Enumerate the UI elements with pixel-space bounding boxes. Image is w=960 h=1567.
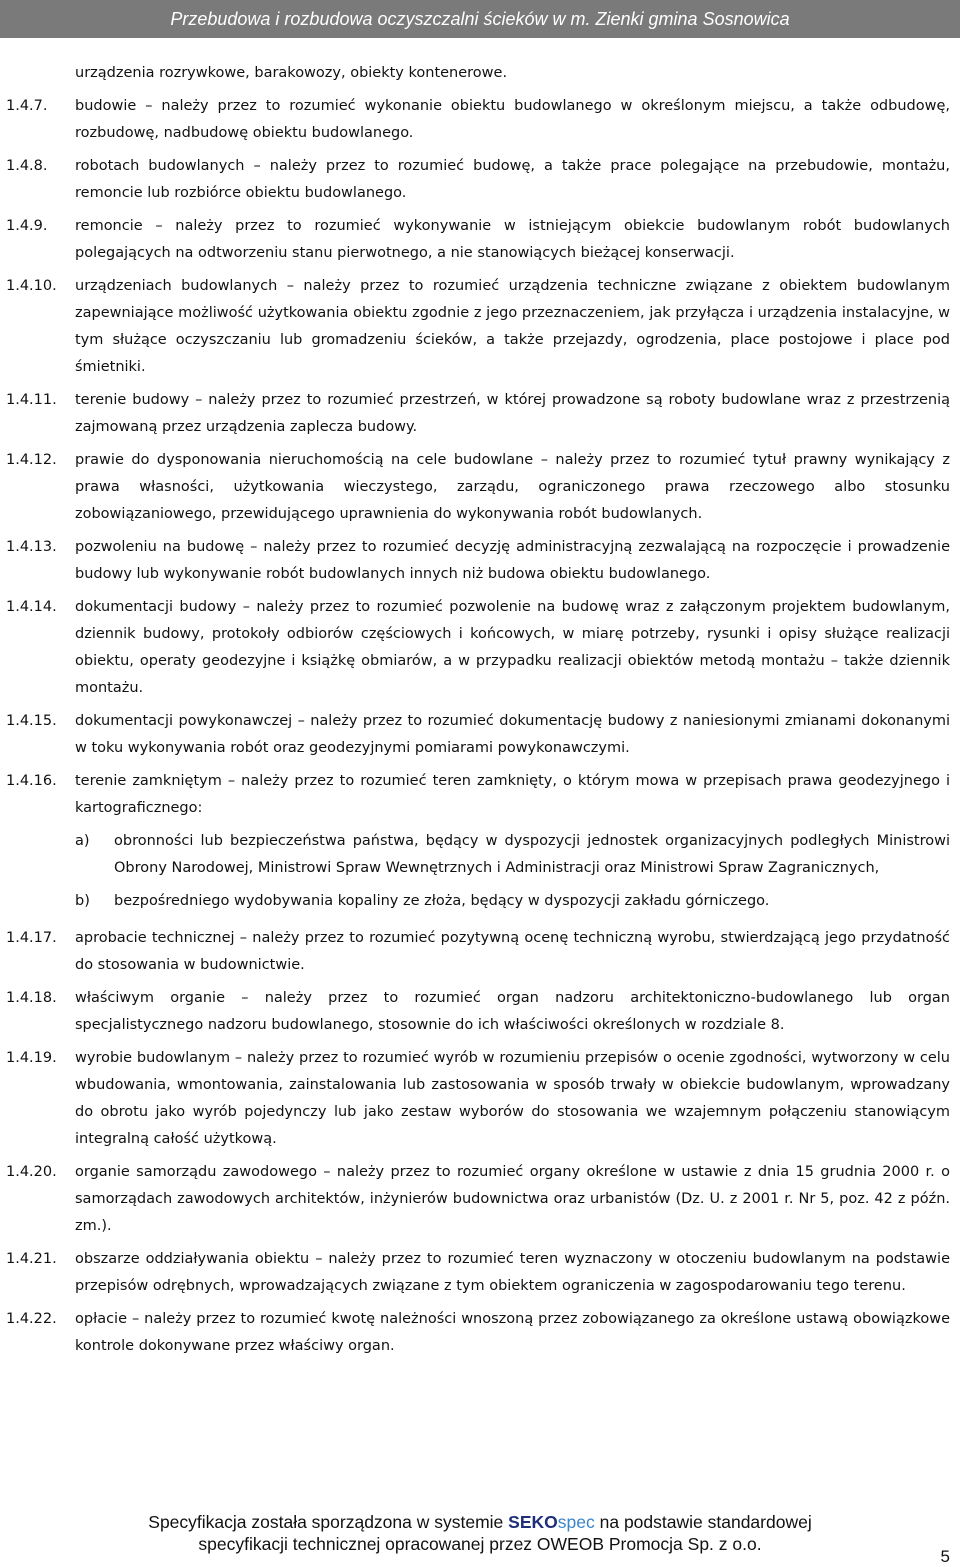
definition-body	[75, 153, 950, 207]
definition-item	[6, 534, 950, 588]
definition-number: 1.4.8.	[6, 158, 48, 174]
definition-text: dokumentacji budowy – należy przez to rozumieć pozwolenie na budowę wraz z załączonym projektem budowlanym, dziennik budowy, protokoły odbiorów częściowych i końcowych, w miarę potrzeby, rysunki i opisy służące realizacji obiektu, operaty geodezyjne i książkę obmiarów, a w przypadku realizacji obiektów metodą montażu – także dziennik montażu.	[75, 599, 950, 696]
definition-item	[6, 1045, 950, 1153]
definition-item	[6, 594, 950, 702]
definition-body	[75, 213, 950, 267]
definition-number: 1.4.17.	[6, 930, 57, 946]
definition-number: 1.4.13.	[6, 539, 57, 555]
definition-body	[75, 768, 950, 919]
document-body	[6, 60, 950, 1366]
definition-item	[6, 213, 950, 267]
sub-item-letter: a)	[75, 833, 90, 849]
definition-text: właściwym organie – należy przez to rozumieć organ nadzoru architektoniczno-budowlanego lub organ specjalistycznego nadzoru budowlanego, stosownie do ich właściwości określonych w rozdziale 8.	[75, 990, 950, 1033]
definition-body	[75, 534, 950, 588]
definition-item	[6, 1159, 950, 1240]
sub-item-text: bezpośredniego wydobywania kopaliny ze złoża, będący w dyspozycji zakładu górniczego.	[114, 893, 770, 909]
definition-text: budowie – należy przez to rozumieć wykonanie obiektu budowlanego w określonym miejscu, a także odbudowę, rozbudowę, nadbudowę obiektu budowlanego.	[75, 98, 950, 141]
definition-item	[6, 93, 950, 147]
sub-item-letter: b)	[75, 893, 90, 909]
definition-number: 1.4.22.	[6, 1311, 57, 1327]
definition-item	[6, 1306, 950, 1360]
definition-item	[6, 925, 950, 979]
definition-number: 1.4.11.	[6, 392, 57, 408]
definition-item	[6, 447, 950, 528]
sub-item	[75, 828, 950, 882]
definition-body	[75, 93, 950, 147]
definition-item	[6, 1246, 950, 1300]
definition-body	[75, 985, 950, 1039]
definition-number: 1.4.21.	[6, 1251, 57, 1267]
definition-item	[6, 985, 950, 1039]
definition-text: aprobacie technicznej – należy przez to rozumieć pozytywną ocenę techniczną wyrobu, stwierdzającą jego przydatność do stosowania w budownictwie.	[75, 930, 950, 973]
definition-number: 1.4.7.	[6, 98, 48, 114]
definition-body	[75, 447, 950, 528]
brand-spec: spec	[557, 1512, 595, 1532]
continued-line: urządzenia rozrywkowe, barakowozy, obiekty kontenerowe.	[75, 65, 508, 81]
brand-seko: SEKO	[508, 1512, 558, 1532]
sub-item	[75, 888, 950, 915]
definition-body	[75, 1246, 950, 1300]
definition-number: 1.4.9.	[6, 218, 48, 234]
definition-number: 1.4.10.	[6, 278, 57, 294]
definition-number: 1.4.14.	[6, 599, 57, 615]
definition-text: organie samorządu zawodowego – należy przez to rozumieć organy określone w ustawie z dnia 15 grudnia 2000 r. o samorządach zawodowych architektów, inżynierów budownictwa oraz urbanistów (Dz. U. z 2001 r. Nr 5, poz. 42 z późn. zm.).	[75, 1164, 950, 1234]
definition-item	[6, 387, 950, 441]
definition-item	[6, 708, 950, 762]
definition-body	[75, 1159, 950, 1240]
definition-number: 1.4.20.	[6, 1164, 57, 1180]
definition-body	[75, 387, 950, 441]
footer-text-before: Specyfikacja została sporządzona w systemie	[148, 1512, 504, 1532]
definition-item	[6, 153, 950, 207]
definition-body	[75, 1045, 950, 1153]
definitions-list	[6, 93, 950, 1360]
header-title: Przebudowa i rozbudowa oczyszczalni ścieków w m. Zienki gmina Sosnowica	[170, 9, 790, 29]
definition-number: 1.4.16.	[6, 773, 57, 789]
definition-text: robotach budowlanych – należy przez to rozumieć budowę, a także prace polegające na przebudowie, montażu, remoncie lub rozbiórce obiektu budowlanego.	[75, 158, 950, 201]
footer-line-1	[0, 1511, 960, 1533]
definition-body	[75, 708, 950, 762]
footer-text-after: na podstawie standardowej	[599, 1512, 812, 1532]
sekospec-logo	[508, 1512, 595, 1532]
definition-text: prawie do dysponowania nieruchomością na cele budowlane – należy przez to rozumieć tytuł prawny wynikający z prawa własności, użytkowania wieczystego, zarządu, ograniczonego prawa rzeczowego albo stosunku zobowiązaniowego, przewidującego uprawnienia do wykonywania robót budowlanych.	[75, 452, 950, 522]
definition-text: wyrobie budowlanym – należy przez to rozumieć wyrób w rozumieniu przepisów o ocenie zgodności, wytworzony w celu wbudowania, wmontowania, zainstalowania lub zastosowania w sposób trwały w obiekcie budowlanym, wprowadzany do obrotu jako wyrób pojedynczy lub jako zestaw wyborów do stosowania we wzajemnym połączeniu stanowiącym integralną całość użytkową.	[75, 1050, 950, 1147]
definition-body	[75, 273, 950, 381]
definition-text: terenie zamkniętym – należy przez to rozumieć teren zamknięty, o którym mowa w przepisach prawa geodezyjnego i kartograficznego:	[75, 773, 950, 816]
definition-text: terenie budowy – należy przez to rozumieć przestrzeń, w której prowadzone są roboty budowlane wraz z przestrzenią zajmowaną przez urządzenia zaplecza budowy.	[75, 392, 950, 435]
definition-text: pozwoleniu na budowę – należy przez to rozumieć decyzję administracyjną zezwalającą na rozpoczęcie i prowadzenie budowy lub wykonywanie robót budowlanych innych niż budowa obiektu budowlanego.	[75, 539, 950, 582]
definition-body	[75, 1306, 950, 1360]
definition-item	[6, 768, 950, 919]
definition-item	[6, 273, 950, 381]
definition-text: obszarze oddziaływania obiektu – należy przez to rozumieć teren wyznaczony w otoczeniu budowlanym na podstawie przepisów odrębnych, wprowadzających związane z tym obiektem ograniczenia w zagospodarowaniu tego terenu.	[75, 1251, 950, 1294]
definition-body	[75, 594, 950, 702]
definition-number: 1.4.19.	[6, 1050, 57, 1066]
definition-text: urządzeniach budowlanych – należy przez to rozumieć urządzenia techniczne związane z obiektem budowlanym zapewniające możliwość użytkowania obiektu zgodnie z jego przeznaczeniem, jak przyłącza i urządzenia instalacyjne, w tym służące oczyszczaniu lub gromadzeniu ścieków, a także przejazdy, ogrodzenia, place postojowe i place pod śmietniki.	[75, 278, 950, 375]
definition-text: remoncie – należy przez to rozumieć wykonywanie w istniejącym obiekcie budowlanym robót budowlanych polegających na odtworzeniu stanu pierwotnego, a nie stanowiących bieżącej konserwacji.	[75, 218, 950, 261]
page-number: 5	[940, 1547, 950, 1566]
definition-number: 1.4.15.	[6, 713, 57, 729]
definition-text: opłacie – należy przez to rozumieć kwotę należności wnoszoną przez zobowiązanego za określone ustawą obowiązkowe kontrole dokonywane przez właściwy organ.	[75, 1311, 950, 1354]
definition-number: 1.4.12.	[6, 452, 57, 468]
definition-body	[75, 925, 950, 979]
footer-line-2: specyfikacji technicznej opracowanej przez OWEOB Promocja Sp. z o.o.	[198, 1534, 762, 1554]
definition-text: dokumentacji powykonawczej – należy przez to rozumieć dokumentację budowy z naniesionymi zmianami dokonanymi w toku wykonywania robót oraz geodezyjnymi pomiarami powykonawczymi.	[75, 713, 950, 756]
sub-item-text: obronności lub bezpieczeństwa państwa, będący w dyspozycji jednostek organizacyjnych podległych Ministrowi Obrony Narodowej, Ministrowi Spraw Wewnętrznych i Administracji oraz Ministrowi Spraw Zagranicznych,	[114, 833, 950, 876]
running-header	[0, 0, 960, 38]
page-footer	[0, 1511, 960, 1555]
definition-number: 1.4.18.	[6, 990, 57, 1006]
